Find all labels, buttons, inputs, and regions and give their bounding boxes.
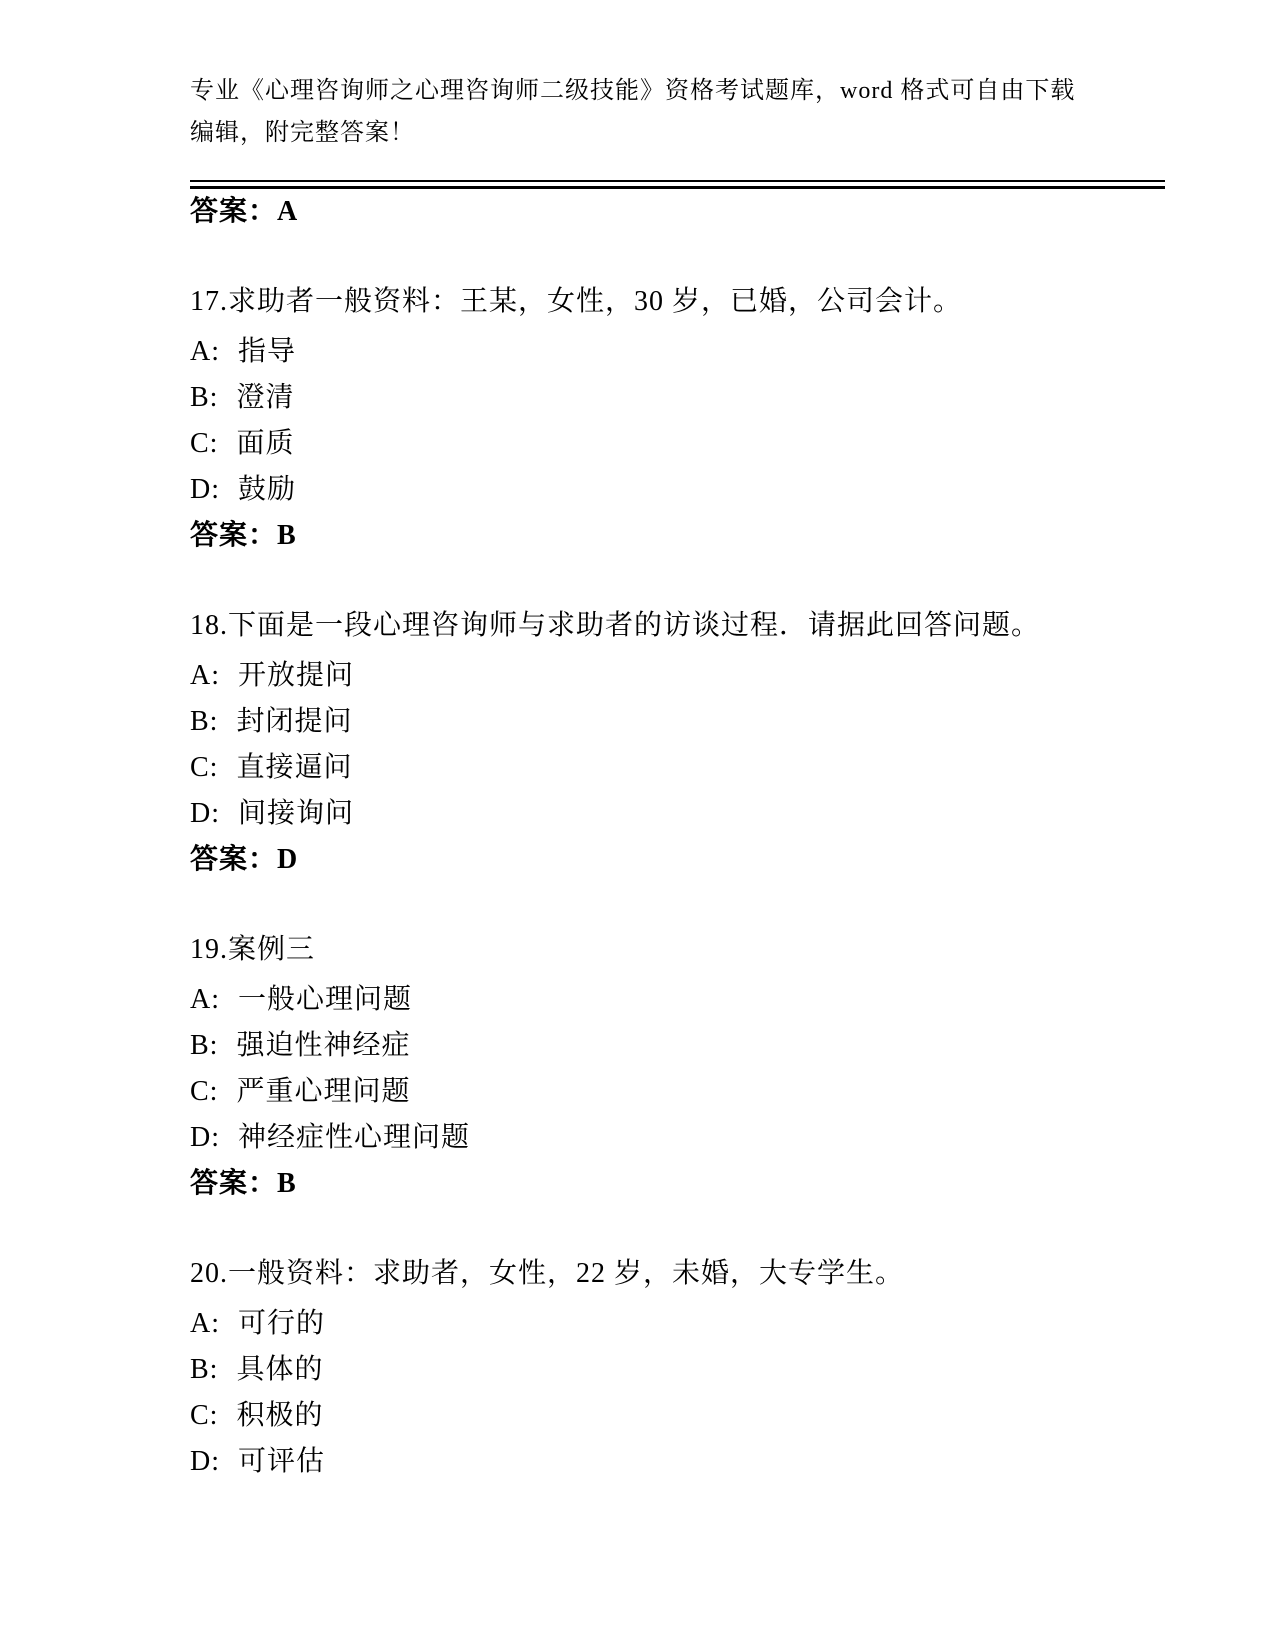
option-text: 直接逼问 [236,752,353,783]
answer-label: 答案： [190,520,278,551]
question-18-line [190,611,1165,641]
option-text: 可行的 [238,1308,326,1339]
option-label: D: [190,1446,220,1477]
question-19-answer-line [190,1169,1165,1199]
option-label: A: [190,336,220,367]
question-text: 下面是一段心理咨询师与求助者的访谈过程．请据此回答问题。 [228,610,1041,641]
option-label: C: [190,1400,219,1431]
header-note [190,70,1165,154]
option-label: C: [190,428,219,459]
header-separator-rule [190,180,1165,189]
option-label: A: [190,984,220,1015]
question-20-option-b [190,1355,1165,1385]
option-label: C: [190,1076,219,1107]
option-label: D: [190,1122,220,1153]
option-label: B: [190,1354,219,1385]
question-20-option-c [190,1401,1165,1431]
answer-label: 答案： [190,196,278,227]
question-number: 20. [190,1258,228,1289]
option-text: 一般心理问题 [238,984,413,1015]
question-20-option-a [190,1309,1165,1339]
header-note-line-1: 专业《心理咨询师之心理咨询师二级技能》资格考试题库，word 格式可自由下载 [190,78,1076,104]
question-19-option-a [190,985,1165,1015]
question-17-answer-line [190,521,1165,551]
answer-value: D [277,844,299,875]
question-18-option-a [190,661,1165,691]
question-17-option-a [190,337,1165,367]
question-19-option-c [190,1077,1165,1107]
option-text: 开放提问 [238,660,355,691]
question-18-option-b [190,707,1165,737]
option-text: 积极的 [236,1400,324,1431]
answer-line-previous-question [190,197,1165,227]
answer-value: B [277,520,297,551]
question-19-line [190,935,1165,965]
option-text: 鼓励 [238,474,297,505]
question-number: 18. [190,610,228,641]
option-text: 强迫性神经症 [236,1030,411,1061]
answer-value: B [277,1168,297,1199]
option-text: 面质 [236,428,295,459]
question-text: 一般资料：求助者，女性，22 岁，未婚，大专学生。 [228,1258,905,1289]
answer-label: 答案： [190,1168,278,1199]
question-17-option-b [190,383,1165,413]
header-note-line-2: 编辑，附完整答案！ [190,120,415,146]
option-text: 澄清 [236,382,295,413]
option-text: 可评估 [238,1446,326,1477]
question-17-option-d [190,475,1165,505]
option-text: 指导 [238,336,297,367]
option-text: 封闭提问 [236,706,353,737]
option-text: 具体的 [236,1354,324,1385]
option-text: 间接询问 [238,798,355,829]
option-label: D: [190,798,220,829]
question-19-option-d [190,1123,1165,1153]
question-19-option-b [190,1031,1165,1061]
question-number: 17. [190,286,228,317]
question-text: 求助者一般资料：王某，女性，30 岁，已婚，公司会计。 [228,286,963,317]
option-label: B: [190,706,219,737]
option-label: B: [190,382,219,413]
option-text: 严重心理问题 [236,1076,411,1107]
question-20-option-d [190,1447,1165,1477]
question-18-option-d [190,799,1165,829]
option-label: A: [190,660,220,691]
question-20-line [190,1259,1165,1289]
question-number: 19. [190,934,228,965]
option-label: C: [190,752,219,783]
option-text: 神经症性心理问题 [238,1122,471,1153]
question-18-option-c [190,753,1165,783]
option-label: A: [190,1308,220,1339]
question-text: 案例三 [228,934,316,965]
question-17-line [190,287,1165,317]
option-label: D: [190,474,220,505]
answer-label: 答案： [190,844,278,875]
answer-value: A [277,196,299,227]
question-17-option-c [190,429,1165,459]
option-label: B: [190,1030,219,1061]
question-18-answer-line [190,845,1165,875]
